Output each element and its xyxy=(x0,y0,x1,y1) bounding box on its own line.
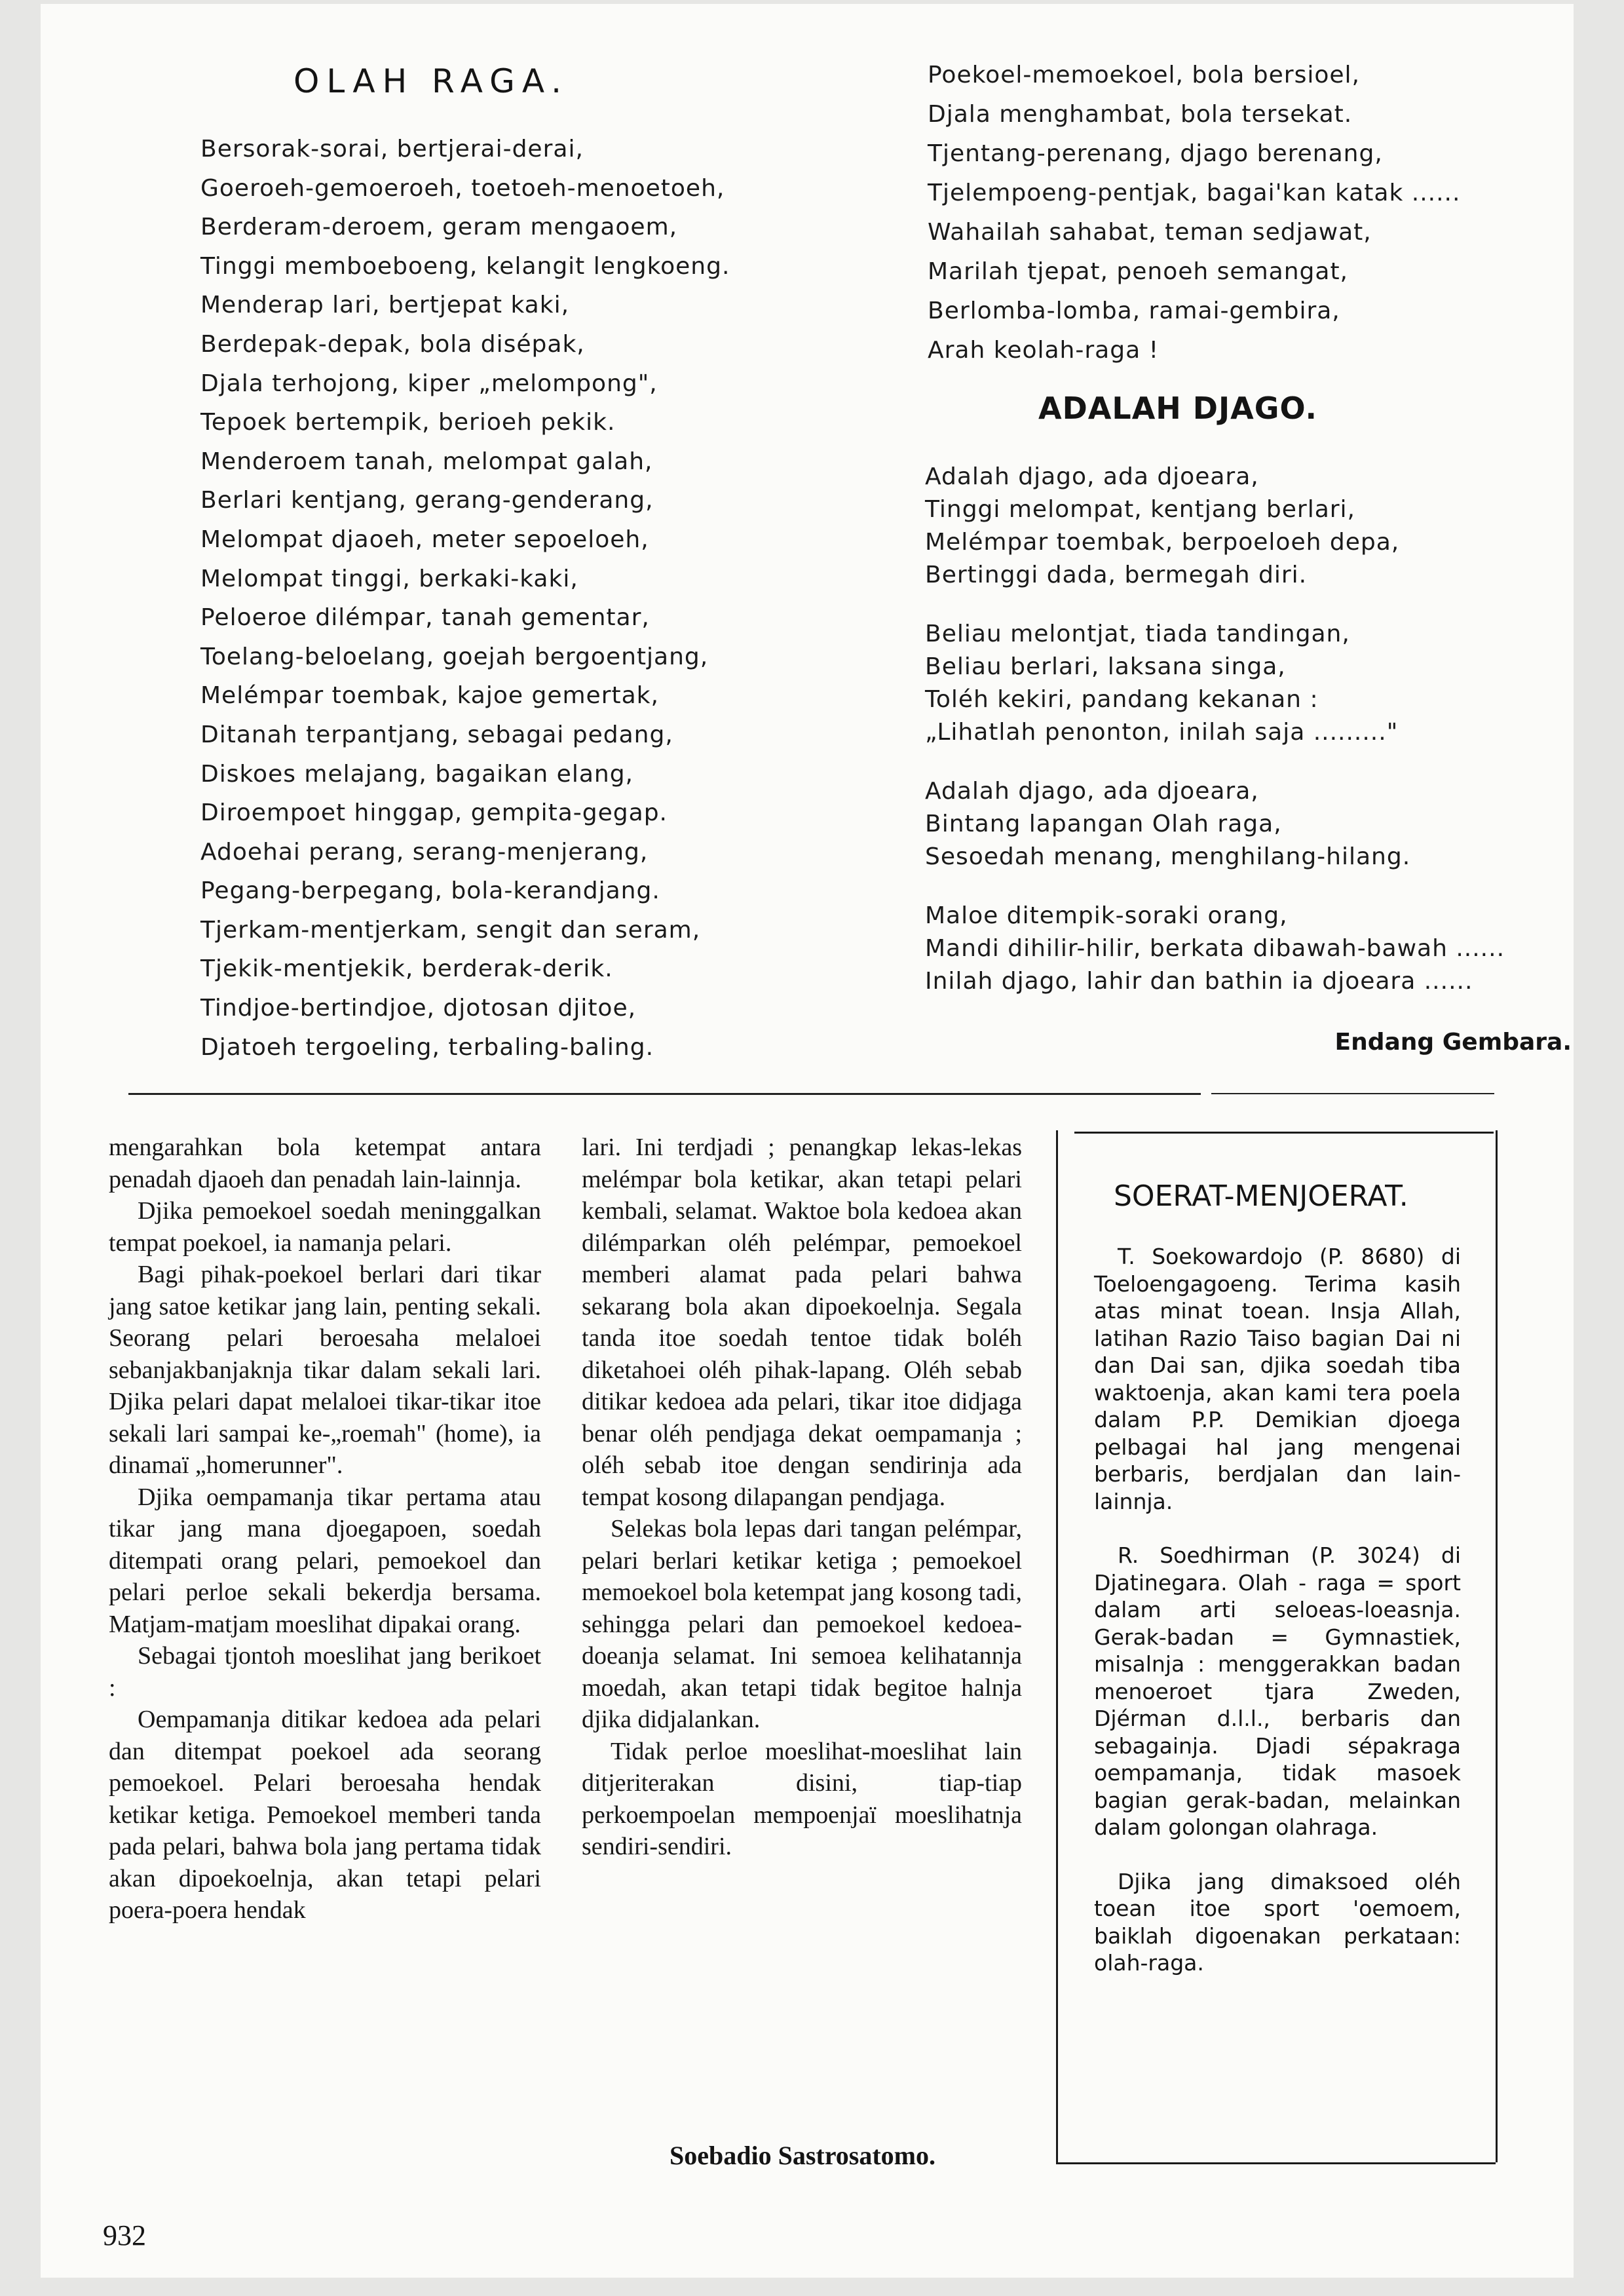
poem-line: Toelang-beloelang, goejah bergoentjang, xyxy=(200,643,709,670)
article-author: Soebadio Sastrosatomo. xyxy=(670,2141,935,2170)
article-paragraph: T. Soekowardojo (P. 8680) di Toeloengagoeng. Terima kasih atas minat toean. Insja Allah, latihan Razio Taiso bagian Dai ni dan Dai san, djika soedah tiba waktoenja, akan kami tera poela dalam P.P. Demikian djoega pelbagai hal jang mengenai berbaris, berdjalan dan lain-lainnja. xyxy=(1094,1244,1461,1514)
poem-line: Tindjoe-bertindjoe, djotosan djitoe, xyxy=(200,995,637,1022)
poem-title-adalah-djago: ADALAH DJAGO. xyxy=(1038,391,1318,426)
poem-line: Tinggi memboeboeng, kelangit lengkoeng. xyxy=(200,252,730,280)
poem-line: Tepoek bertempik, berioeh pekik. xyxy=(200,409,616,436)
poem-line: Pegang-berpegang, bola-kerandjang. xyxy=(200,877,660,905)
poem-line: Bertinggi dada, bermegah diri. xyxy=(925,562,1308,588)
poem-line: „Lihatlah penonton, inilah saja ........." xyxy=(925,719,1399,746)
poem-line: Adalah djago, ada djoeara, xyxy=(925,463,1259,490)
poem-stanza xyxy=(925,900,1515,998)
poem-line: Wahailah sahabat, teman sedjawat, xyxy=(928,219,1372,246)
poem-line: Berlomba-lomba, ramai-gembira, xyxy=(928,297,1340,324)
poem-line: Berlari kentjang, gerang-genderang, xyxy=(200,487,654,514)
section-divider-short xyxy=(1211,1093,1494,1094)
article-paragraph: mengarahkan bola ketempat antara penadah djaoeh dan penadah lain-lainnja. xyxy=(109,1134,541,1193)
stanza-gap xyxy=(925,749,1515,775)
poem-line: Berdepak-depak, bola disépak, xyxy=(200,330,585,358)
article-paragraph: Selekas bola lepas dari tangan pelémpar, pelari berlari ketikar ketiga ; pemoekoel memoekoel bola ketempat jang kosong tadi, sehingga pelari dan pemoekoel kedoea-doeanja selamat. Ini semoea kelihatannja moedah, akan tetapi tidak begitoe halnja djika didjalankan. xyxy=(582,1515,1022,1733)
poem-line: Djala menghambat, bola tersekat. xyxy=(928,101,1353,128)
article-paragraph: Bagi pihak-poekoel berlari dari tikar jang satoe ketikar jang lain, penting sekali. Seorang pelari beroesaha melaloei sebanjakbanjaknja tikar dalam sekali lari. Djika pelari dapat melaloei tikar-tikar itoe sekali lari sampai ke-„roemah" (home), ia dinamaï „homerunner". xyxy=(109,1261,541,1479)
stanza-gap xyxy=(925,873,1515,900)
poem-line: Tinggi melompat, kentjang berlari, xyxy=(925,496,1356,523)
article-paragraph: Djika jang dimaksoed oléh toean itoe sport 'oemoem, baiklah digoenakan perkataan: olah-raga. xyxy=(1094,1868,1461,1976)
poem-line: Tjentang-perenang, djago berenang, xyxy=(928,140,1383,167)
poem-line: Djala terhojong, kiper „melompong", xyxy=(200,370,658,397)
poem-line: Sesoedah menang, menghilang-hilang. xyxy=(925,843,1411,870)
poem-line: Bersorak-sorai, bertjerai-derai, xyxy=(200,136,584,163)
article-paragraph: lari. Ini terdjadi ; penangkap lekas-lekas melémpar bola ketikar, akan tetapi pelari kembali, selamat. Waktoe bola kedoea akan dilémparkan oléh pelémpar, pemoekoel memberi alamat pada pelari bahwa sekarang bola akan dipoekoelnja. Segala tanda itoe soedah tentoe tidak boléh diketahoei oléh pihak-lapang. Oléh sebab ditikar kedoea ada pelari, tikar itoe didjaga benar oléh pendjaga dekat oempamanja ; oléh sebab itoe dengan sendirinja ada tempat kosong dilapangan pendjaga. xyxy=(582,1134,1022,1511)
article-paragraph: Tidak perloe moeslihat-moeslihat lain ditjeriterakan disini, tiap-tiap perkoempoelan mempoenjaï moeslihatnja sendiri-sendiri. xyxy=(582,1737,1022,1860)
article-paragraph: Djika oempamanja tikar pertama atau tikar jang mana djoegapoen, soedah ditempati orang pelari, pemoekoel dan pelari perloe sekali bekerdja bersama. Matjam-matjam moeslihat dipakai orang. xyxy=(109,1483,541,1638)
poem-line: Tjerkam-mentjerkam, sengit dan seram, xyxy=(200,916,701,944)
poem-line: Inilah djago, lahir dan bathin ia djoeara ...... xyxy=(925,968,1473,995)
stanza-gap xyxy=(925,592,1515,618)
poem-line: Poekoel-memoekoel, bola bersioel, xyxy=(928,62,1360,88)
poem-olah-raga-continued xyxy=(928,56,1504,370)
poem-stanza xyxy=(925,618,1515,749)
poem-line: Berderam-deroem, geram mengaoem, xyxy=(200,214,678,241)
poem-line: Maloe ditempik-soraki orang, xyxy=(925,902,1288,929)
poem-line: Goeroeh-gemoeroeh, toetoeh-menoetoeh, xyxy=(200,174,725,202)
correspondence-title: SOERAT-MENJOERAT. xyxy=(1114,1179,1408,1213)
poem-line: Arah keolah-raga ! xyxy=(928,337,1160,364)
poem-line: Tjelempoeng-pentjak, bagai'kan katak ...... xyxy=(928,180,1461,206)
page-number: 932 xyxy=(103,2219,146,2251)
poem-line: Marilah tjepat, penoeh semangat, xyxy=(928,258,1348,285)
poem-line: Melompat tinggi, berkaki-kaki, xyxy=(200,565,578,592)
article-paragraph: Oempamanja ditikar kedoea ada pelari dan ditempat poekoel ada seorang pemoekoel. Pelari beroesaha hendak ketikar ketiga. Pemoekoel memberi tanda pada pelari, bahwa bola jang pertama tidak akan dipoekoelnja, akan tetapi pelari poera-poera hendak xyxy=(109,1706,541,1924)
correspondence-body xyxy=(1094,1243,1461,1977)
poem-line: Beliau melontjat, tiada tandingan, xyxy=(925,621,1350,647)
poem-line: Diroempoet hinggap, gempita-gegap. xyxy=(200,799,668,827)
poem-adalah-djago xyxy=(925,461,1515,998)
article-paragraph: Djika pemoekoel soedah meninggalkan tempat poekoel, ia namanja pelari. xyxy=(109,1197,541,1257)
poem-line: Mandi dihilir-hilir, berkata dibawah-bawah ...... xyxy=(925,935,1505,962)
poem-olah-raga xyxy=(200,130,738,1067)
poem-line: Adalah djago, ada djoeara, xyxy=(925,778,1259,805)
correspondence-box-bottom-rule xyxy=(1056,2162,1496,2164)
section-divider xyxy=(128,1093,1201,1095)
poem-stanza xyxy=(925,461,1515,592)
poem-line: Diskoes melajang, bagaikan elang, xyxy=(200,760,633,788)
poem-line: Toléh kekiri, pandang kekanan : xyxy=(925,686,1319,713)
poem-line: Melémpar toembak, kajoe gemertak, xyxy=(200,682,659,710)
poem-line: Peloeroe dilémpar, tanah gementar, xyxy=(200,604,650,632)
correspondence-box-top-rule xyxy=(1074,1132,1494,1134)
poem-line: Ditanah terpantjang, sebagai pedang, xyxy=(200,721,673,748)
article-column-2 xyxy=(582,1132,1022,1863)
poem-line: Djatoeh tergoeling, terbaling-baling. xyxy=(200,1033,654,1061)
poem-line: Melémpar toembak, berpoeloeh depa, xyxy=(925,529,1400,556)
poem-line: Menderap lari, bertjepat kaki, xyxy=(200,292,570,319)
poem-title-olah-raga: OLAH RAGA. xyxy=(293,62,569,100)
poem-line: Adoehai perang, serang-menjerang, xyxy=(200,838,649,866)
poem-stanza xyxy=(925,775,1515,873)
poem-line: Beliau berlari, laksana singa, xyxy=(925,653,1286,680)
poem-line: Melompat djaoeh, meter sepoeloeh, xyxy=(200,526,649,553)
article-column-1 xyxy=(109,1132,541,1926)
article-paragraph: Sebagai tjontoh moeslihat jang berikoet : xyxy=(109,1642,541,1702)
poem-line: Menderoem tanah, melompat galah, xyxy=(200,448,653,475)
poem-line: Tjekik-mentjekik, berderak-derik. xyxy=(200,955,613,983)
poem-signature: Endang Gembara. xyxy=(1334,1029,1572,1056)
article-paragraph: R. Soedhirman (P. 3024) di Djatinegara. Olah - raga = sport dalam arti seloeas-loeasnja. Gerak-badan = Gymnastiek, misalnja : menggerakkan badan menoeroet tjara Zweden, Djérman d.l.l., berbaris dan sebagainja. Djadi sépakraga oempamanja, tidak masoek bagian gerak-badan, melainkan dalam golongan olahraga. xyxy=(1094,1542,1461,1840)
poem-line: Bintang lapangan Olah raga, xyxy=(925,811,1282,837)
